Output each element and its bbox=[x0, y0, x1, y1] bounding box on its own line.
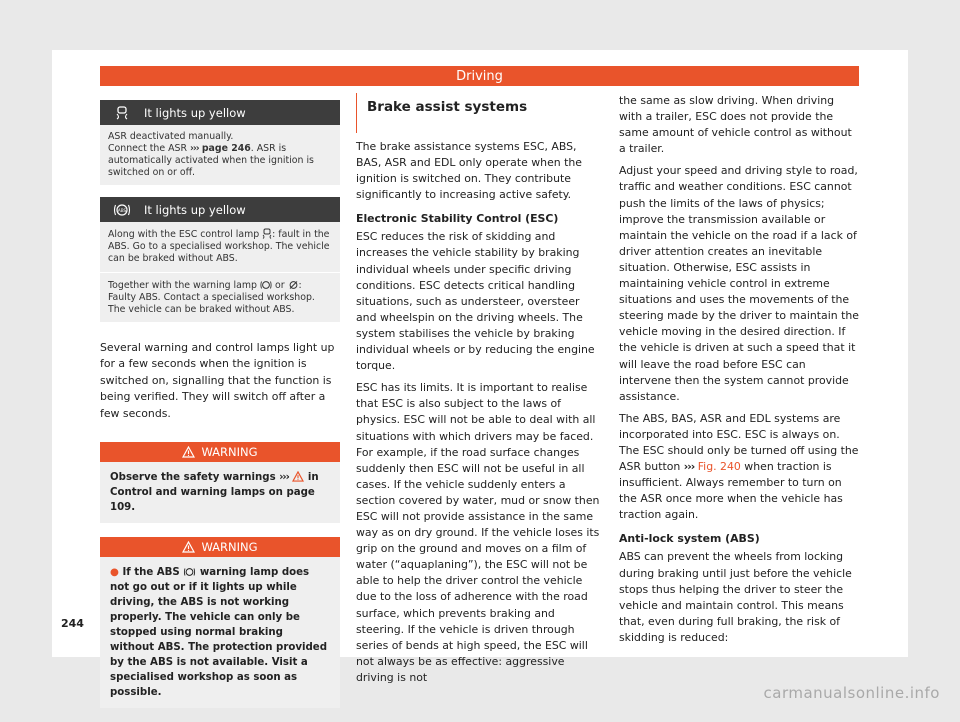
chapter-title: Driving bbox=[456, 68, 503, 84]
section-title: Brake assist systems bbox=[356, 93, 601, 133]
lamp-header bbox=[100, 100, 340, 125]
lamp-text: Connect the ASR bbox=[108, 143, 190, 154]
paragraph: Adjust your speed and driving style to road, traffic and weather conditions. ESC cannot push the limits of the laws of physics; improve the transmission available or maintain the vehicle on the road if a lack of driver attention creates an inevitable situation. Otherwise, ESC assists in maintaining vehicle control in extreme situations and uses the movements of the steering made by the driver to maintain the vehicle moving in the desired direction. If the vehicle is driven at such a speed that it will leave the road before ESC can intervene then the system cannot provide assistance. bbox=[619, 164, 859, 403]
chapter-header bbox=[100, 66, 859, 86]
warning-text bbox=[100, 557, 340, 708]
svg-text:ABS: ABS bbox=[117, 207, 127, 213]
lamp-title: It lights up yellow bbox=[144, 202, 246, 217]
bullet: ● bbox=[110, 567, 119, 579]
subheading-abs: Anti-lock system (ABS) bbox=[619, 532, 760, 546]
warning-box-1 bbox=[100, 442, 340, 523]
paragraph: ABS can prevent the wheels from locking during braking until just before the vehicle stops thus helping the driver to steer the vehicle and maintain control. This means that, even during full braking, the risk of skidding is reduced: bbox=[619, 550, 852, 644]
lamp-description bbox=[100, 222, 340, 322]
brake-fault-lamp-icon bbox=[288, 280, 299, 290]
lamp-text: Together with the warning lamp bbox=[108, 280, 260, 291]
esc-lamp-icon bbox=[262, 228, 272, 239]
asr-off-icon bbox=[100, 105, 144, 121]
warning-triangle-icon bbox=[182, 446, 195, 458]
lamp-box-abs bbox=[100, 197, 340, 322]
divider bbox=[100, 272, 340, 273]
lamp-box-asr bbox=[100, 100, 340, 185]
paragraph: The brake assistance systems ESC, ABS, BAS, ASR and EDL only operate when the ignition is switched on. They contribute significantly to increasing active safety. bbox=[356, 140, 583, 202]
warning-header bbox=[100, 442, 340, 462]
ref-arrow: ››› bbox=[683, 460, 695, 474]
warning-header bbox=[100, 537, 340, 557]
lamp-header bbox=[100, 197, 340, 222]
abs-icon bbox=[100, 203, 144, 217]
lamp-text: or bbox=[271, 280, 288, 291]
paragraph: the same as slow driving. When driving with a trailer, ESC does not provide the same amount of vehicle control as without a trailer. bbox=[619, 94, 852, 156]
warning-sentence[interactable]: in Control and warning lamps on page 109. bbox=[110, 472, 319, 514]
subheading-esc: Electronic Stability Control (ESC) bbox=[356, 212, 559, 226]
watermark: carmanualsonline.info bbox=[763, 684, 940, 702]
warning-sentence: If the ABS bbox=[122, 567, 184, 579]
page-number: 244 bbox=[61, 617, 84, 630]
lamp-text: Along with the ESC control lamp bbox=[108, 229, 263, 240]
ref-arrow: ››› bbox=[279, 472, 289, 484]
abs-warning-lamp-icon bbox=[260, 280, 272, 290]
right-column bbox=[619, 93, 859, 652]
ref-arrow: ››› bbox=[189, 143, 199, 154]
figure-reference-link[interactable]: Fig. 240 bbox=[694, 460, 741, 474]
lamp-title: It lights up yellow bbox=[144, 105, 246, 120]
page-reference-link[interactable]: page 246 bbox=[198, 143, 251, 154]
paragraph bbox=[619, 411, 859, 524]
warning-sentence: warning lamp does not go out or if it lights up while driving, the ABS is not working properly. The vehicle can only be stopped using normal braking without ABS. The protection provided by the ABS is not available. Visit a specialised workshop as soon as possible. bbox=[110, 567, 327, 699]
paragraph-text: The ABS, BAS, ASR and EDL systems are incorporated into ESC. ESC is always on. The ESC should only be turned off using the ASR button bbox=[619, 411, 859, 474]
lamp-text: . ASR is automatically activated when the ignition is switched on or off. bbox=[108, 143, 314, 178]
warning-box-2 bbox=[100, 537, 340, 708]
lamp-description bbox=[100, 125, 340, 185]
lamp-text: : Faulty ABS. Contact a specialised workshop. The vehicle can be braked without ABS. bbox=[108, 280, 315, 315]
paragraph: ESC reduces the risk of skidding and increases the vehicle stability by braking individual wheels under specific driving conditions. ESC detects critical handling situations, such as understeer, oversteer and wheelspin on the driving wheels. The system stabilises the vehicle by braking individual wheels or by reducing the engine torque. bbox=[356, 230, 595, 373]
warning-triangle-icon bbox=[182, 541, 195, 553]
paragraph-text: when traction is insufficient. Always remember to turn on the ASR once more when the vehicle has traction again. bbox=[619, 460, 843, 522]
intro-paragraph: Several warning and control lamps light up for a few seconds when the ignition is switched on, signalling that the function is being verified. They will switch off after a few seconds. bbox=[100, 341, 335, 420]
warning-sentence: Observe the safety warnings bbox=[110, 472, 280, 484]
lamp-text: ASR deactivated manually. bbox=[108, 131, 234, 142]
warning-label: WARNING bbox=[201, 540, 258, 555]
middle-column bbox=[356, 93, 601, 692]
paragraph: ESC has its limits. It is important to realise that ESC is also subject to the laws of physics. ESC will not be able to deal with all situations with which drivers may be faced. For example, if the road surface changes suddenly then ESC will not be useful in all cases. If the vehicle suddenly enters a section covered by water, mud or snow then ESC will not provide assistance in the same way as on dry ground. If the vehicle loses its grip on the ground and moves on a film of water (“aquaplaning”), the ESC will not be able to help the driver control the vehicle due to the loss of adherence with the road surface, which prevents braking and steering. If the vehicle is driven through series of bends at high speed, the ESC will not always be as effective: aggressive driving is not bbox=[356, 381, 600, 684]
warning-triangle-icon bbox=[292, 471, 304, 482]
lamp-text: : fault in the ABS. Go to a specialised workshop. The vehicle can be braked without ABS. bbox=[108, 229, 330, 264]
warning-text bbox=[100, 462, 340, 523]
warning-label: WARNING bbox=[201, 445, 258, 460]
left-column bbox=[100, 100, 340, 722]
abs-warning-lamp-icon bbox=[183, 567, 196, 577]
